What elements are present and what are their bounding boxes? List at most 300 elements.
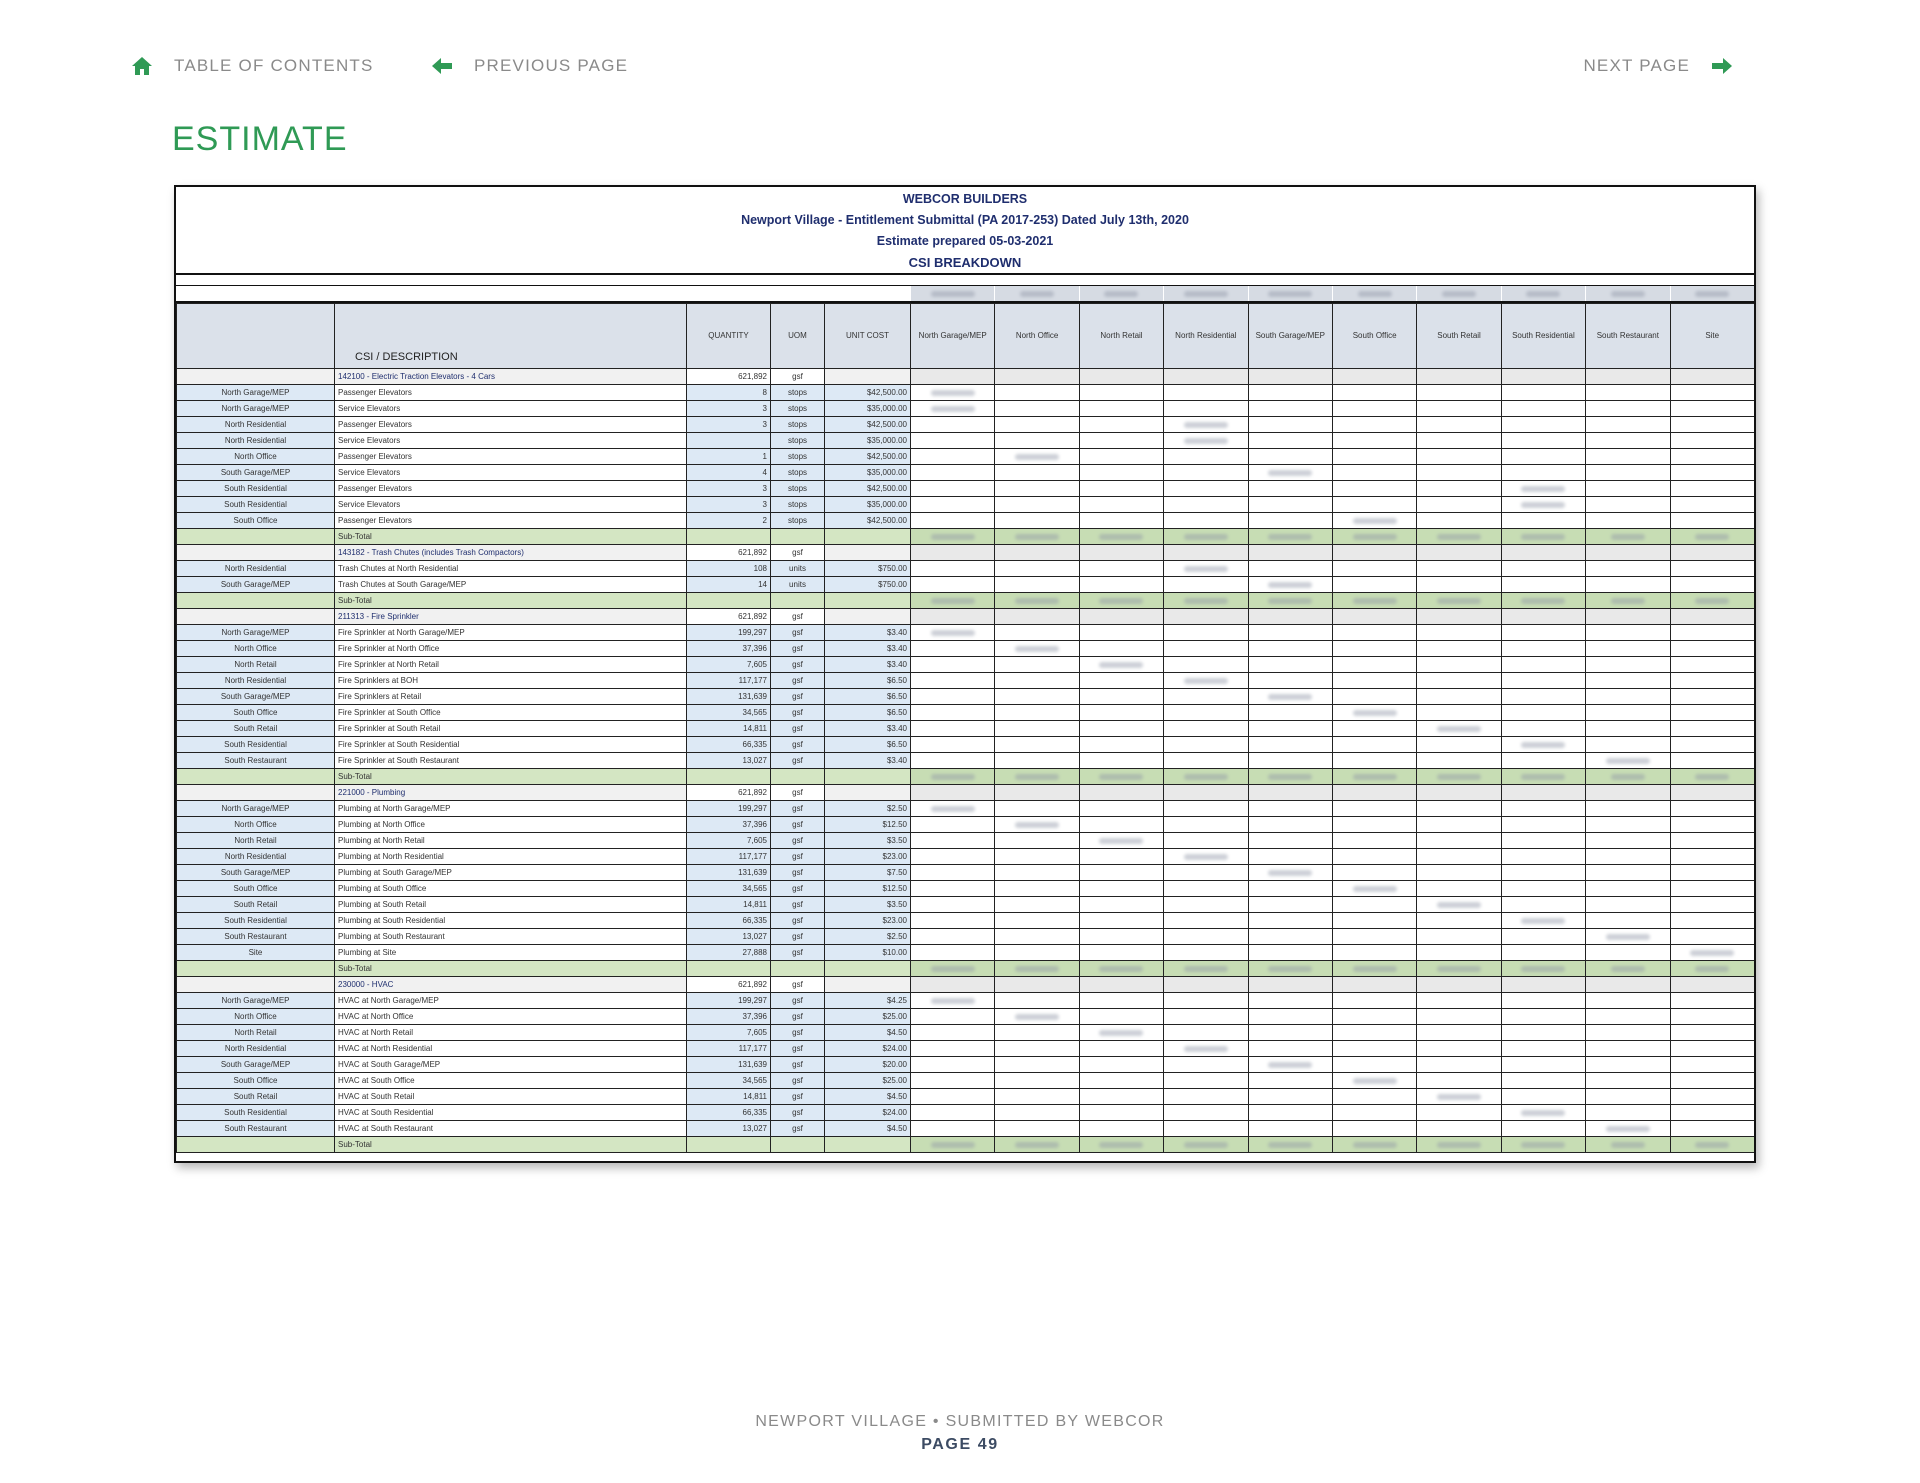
table-row [177, 385, 1755, 401]
unit-cost-cell: $6.50 [825, 673, 911, 689]
uom-cell: gsf [771, 721, 825, 737]
area-amount-cell [995, 993, 1079, 1009]
area-amount-cell [1501, 1105, 1585, 1121]
area-amount-cell [1670, 801, 1754, 817]
area-amount-cell [995, 817, 1079, 833]
area-amount-cell [1332, 609, 1416, 625]
area-amount-cell [1079, 849, 1163, 865]
unit-cost-cell: $4.50 [825, 1025, 911, 1041]
table-of-contents-label: TABLE OF CONTENTS [174, 56, 374, 75]
project-line: Newport Village - Entitlement Submittal (PA 2017-253) Dated July 13th, 2020 [741, 213, 1189, 227]
unit-cost-cell: $25.00 [825, 1073, 911, 1089]
area-amount-cell [911, 641, 995, 657]
uom-cell: gsf [771, 369, 825, 385]
redacted-amount [1015, 1014, 1059, 1020]
subtotal-row [177, 961, 1755, 977]
area-amount-cell [1670, 673, 1754, 689]
area-amount-cell [1164, 513, 1248, 529]
area-amount-cell [1248, 993, 1332, 1009]
description-cell: Plumbing at Site [335, 945, 687, 961]
description-cell: Sub-Total [335, 961, 687, 977]
area-amount-cell [1248, 561, 1332, 577]
area-amount-cell [1332, 881, 1416, 897]
area-amount-cell [1332, 529, 1416, 545]
area-amount-cell [995, 801, 1079, 817]
uom-cell: gsf [771, 833, 825, 849]
area-cell: South Office [177, 1073, 335, 1089]
area-amount-cell [911, 673, 995, 689]
uom-cell: stops [771, 497, 825, 513]
area-amount-cell [911, 1057, 995, 1073]
area-amount-cell [1332, 849, 1416, 865]
area-amount-cell [1164, 657, 1248, 673]
area-amount-cell [1670, 641, 1754, 657]
uom-cell: units [771, 561, 825, 577]
area-amount-cell [911, 1121, 995, 1137]
area-amount-cell [1586, 497, 1670, 513]
area-amount-cell [1670, 1041, 1754, 1057]
uom-cell: gsf [771, 785, 825, 801]
area-amount-cell [1164, 593, 1248, 609]
area-amount-cell [1501, 1137, 1585, 1153]
uom-cell: gsf [771, 705, 825, 721]
table-row [177, 1105, 1755, 1121]
area-amount-cell [1417, 689, 1501, 705]
area-cell [177, 593, 335, 609]
area-column-header [177, 304, 335, 369]
area-amount-cell [1501, 849, 1585, 865]
area-cell: South Garage/MEP [177, 689, 335, 705]
area-amount-cell [1417, 817, 1501, 833]
area-amount-cell [1586, 449, 1670, 465]
area-amount-cell [995, 369, 1079, 385]
area-amount-cell [1079, 513, 1163, 529]
table-row [177, 1121, 1755, 1137]
area-cell: South Restaurant [177, 929, 335, 945]
area-amount-cell [1670, 1105, 1754, 1121]
uom-cell: gsf [771, 689, 825, 705]
redacted-amount [1690, 950, 1734, 956]
area-amount-cell [1501, 737, 1585, 753]
area-amount-cell [1164, 529, 1248, 545]
section-row [177, 369, 1755, 385]
unit-cost-cell: $35,000.00 [825, 497, 911, 513]
area-amount-cell [1501, 657, 1585, 673]
quantity-cell [687, 1137, 771, 1153]
area-amount-cell [1079, 769, 1163, 785]
area-amount-cell [911, 1137, 995, 1153]
area-amount-cell [1670, 1009, 1754, 1025]
quantity-cell: 7,605 [687, 1025, 771, 1041]
uom-cell: gsf [771, 1089, 825, 1105]
area-amount-cell [1501, 801, 1585, 817]
area-amount-cell [1670, 577, 1754, 593]
area-amount-cell [1670, 481, 1754, 497]
redacted-amount [1015, 966, 1059, 972]
uom-cell: gsf [771, 1041, 825, 1057]
area-amount-cell [1248, 625, 1332, 641]
area-amount-cell [1501, 945, 1585, 961]
table-row [177, 641, 1755, 657]
area-amount-cell [1417, 977, 1501, 993]
quantity-cell: 14 [687, 577, 771, 593]
area-amount-cell [1332, 641, 1416, 657]
area-amount-cell [995, 1057, 1079, 1073]
area-total-cell [1670, 286, 1754, 301]
uom-cell: gsf [771, 977, 825, 993]
area-amount-cell [995, 465, 1079, 481]
area-amount-cell [1501, 881, 1585, 897]
area-amount-cell [911, 977, 995, 993]
area-header-south-retail: South Retail [1417, 304, 1501, 369]
redacted-amount [1015, 454, 1059, 460]
area-amount-cell [1332, 1105, 1416, 1121]
area-amount-cell [995, 913, 1079, 929]
description-cell: Sub-Total [335, 769, 687, 785]
area-amount-cell [1586, 401, 1670, 417]
description-cell: Plumbing at North Garage/MEP [335, 801, 687, 817]
area-amount-cell [1164, 561, 1248, 577]
area-amount-cell [1501, 897, 1585, 913]
area-amount-cell [1248, 689, 1332, 705]
redacted-amount [1521, 486, 1565, 492]
area-amount-cell [911, 817, 995, 833]
description-cell: 221000 - Plumbing [335, 785, 687, 801]
area-amount-cell [1079, 593, 1163, 609]
unit-cost-cell [825, 545, 911, 561]
area-header-site: Site [1670, 304, 1754, 369]
area-cell: South Retail [177, 897, 335, 913]
area-total-cell [910, 286, 994, 301]
area-amount-cell [1164, 545, 1248, 561]
area-amount-cell [995, 785, 1079, 801]
area-amount-cell [1248, 593, 1332, 609]
area-amount-cell [1586, 609, 1670, 625]
area-amount-cell [1164, 1041, 1248, 1057]
next-page-link[interactable] [1583, 56, 1732, 76]
unit-cost-cell [825, 1137, 911, 1153]
area-amount-cell [995, 945, 1079, 961]
description-cell: HVAC at North Residential [335, 1041, 687, 1057]
area-amount-cell [1079, 545, 1163, 561]
area-amount-cell [911, 705, 995, 721]
redacted-amount [931, 774, 975, 780]
table-row [177, 561, 1755, 577]
quantity-cell: 2 [687, 513, 771, 529]
area-amount-cell [995, 417, 1079, 433]
unit-cost-cell: $3.40 [825, 625, 911, 641]
redacted-amount [1437, 774, 1481, 780]
unit-cost-cell: $3.40 [825, 641, 911, 657]
area-amount-cell [1164, 945, 1248, 961]
description-cell: HVAC at South Retail [335, 1089, 687, 1105]
area-amount-cell [1248, 1041, 1332, 1057]
quantity-cell: 621,892 [687, 369, 771, 385]
area-amount-cell [1164, 497, 1248, 513]
area-amount-cell [1248, 513, 1332, 529]
area-amount-cell [1501, 785, 1585, 801]
description-cell: Service Elevators [335, 465, 687, 481]
area-amount-cell [1332, 721, 1416, 737]
table-row [177, 449, 1755, 465]
quantity-cell: 199,297 [687, 993, 771, 1009]
redacted-amount [1353, 966, 1397, 972]
area-amount-cell [1332, 593, 1416, 609]
redacted-amount [1015, 1142, 1059, 1148]
area-header-south-residential: South Residential [1501, 304, 1585, 369]
area-cell [177, 545, 335, 561]
redacted-amount [1521, 1142, 1565, 1148]
redacted-amount [1184, 566, 1228, 572]
area-amount-cell [1586, 689, 1670, 705]
redacted-amount [1353, 518, 1397, 524]
redacted-amount [1606, 934, 1650, 940]
redacted-amount [931, 1142, 975, 1148]
redacted-amount [1268, 870, 1312, 876]
area-amount-cell [911, 593, 995, 609]
redacted-amount [1184, 854, 1228, 860]
area-amount-cell [1586, 577, 1670, 593]
uom-cell [771, 529, 825, 545]
area-amount-cell [1417, 401, 1501, 417]
section-row [177, 545, 1755, 561]
area-amount-cell [1164, 849, 1248, 865]
area-amount-cell [1164, 641, 1248, 657]
area-amount-cell [995, 865, 1079, 881]
area-amount-cell [1332, 977, 1416, 993]
redacted-amount [1437, 1094, 1481, 1100]
redacted-amount [1611, 966, 1645, 972]
quantity-cell: 3 [687, 401, 771, 417]
area-amount-cell [1586, 833, 1670, 849]
quantity-cell: 14,811 [687, 897, 771, 913]
table-of-contents-link[interactable] [132, 56, 374, 76]
area-amount-cell [1079, 1041, 1163, 1057]
area-amount-cell [1670, 449, 1754, 465]
area-amount-cell [1164, 625, 1248, 641]
area-amount-cell [1670, 849, 1754, 865]
area-cell: North Residential [177, 849, 335, 865]
area-amount-cell [995, 625, 1079, 641]
area-amount-cell [1417, 1073, 1501, 1089]
area-amount-cell [911, 657, 995, 673]
area-amount-cell [1332, 769, 1416, 785]
area-amount-cell [1332, 929, 1416, 945]
description-cell: Fire Sprinklers at Retail [335, 689, 687, 705]
prepared-line: Estimate prepared 05-03-2021 [876, 234, 1054, 248]
table-row [177, 913, 1755, 929]
area-amount-cell [1079, 1025, 1163, 1041]
redacted-amount [1268, 1142, 1312, 1148]
area-cell: South Garage/MEP [177, 577, 335, 593]
area-amount-cell [1248, 785, 1332, 801]
area-amount-cell [1164, 465, 1248, 481]
area-amount-cell [1164, 785, 1248, 801]
area-amount-cell [1332, 369, 1416, 385]
unit-cost-cell: $750.00 [825, 561, 911, 577]
area-amount-cell [1332, 961, 1416, 977]
unit-cost-cell: $42,500.00 [825, 513, 911, 529]
area-amount-cell [1670, 929, 1754, 945]
area-amount-cell [1586, 1073, 1670, 1089]
area-amount-cell [1164, 401, 1248, 417]
table-row [177, 705, 1755, 721]
redacted-amount [1521, 1110, 1565, 1116]
area-amount-cell [1670, 1057, 1754, 1073]
area-amount-cell [1501, 1057, 1585, 1073]
area-header-north-office: North Office [995, 304, 1079, 369]
area-amount-cell [1586, 465, 1670, 481]
area-amount-cell [1248, 1009, 1332, 1025]
area-amount-cell [1079, 385, 1163, 401]
table-row [177, 1009, 1755, 1025]
redacted-amount [1015, 598, 1059, 604]
redacted-amount [1268, 774, 1312, 780]
area-amount-cell [1164, 993, 1248, 1009]
area-amount-cell [1417, 849, 1501, 865]
area-total-cell [1248, 286, 1332, 301]
area-cell [177, 977, 335, 993]
area-amount-cell [1501, 417, 1585, 433]
area-amount-cell [995, 881, 1079, 897]
area-amount-cell [1501, 641, 1585, 657]
area-amount-cell [1501, 529, 1585, 545]
area-amount-cell [1670, 769, 1754, 785]
area-amount-cell [1332, 1121, 1416, 1137]
quantity-cell: 621,892 [687, 609, 771, 625]
quantity-cell: 117,177 [687, 849, 771, 865]
area-total-cell [1163, 286, 1247, 301]
area-amount-cell [1586, 369, 1670, 385]
area-amount-cell [911, 577, 995, 593]
unit-cost-cell: $3.40 [825, 753, 911, 769]
table-row [177, 513, 1755, 529]
uom-cell: gsf [771, 929, 825, 945]
area-amount-cell [1670, 401, 1754, 417]
area-amount-cell [1586, 817, 1670, 833]
area-amount-cell [1164, 417, 1248, 433]
area-amount-cell [1501, 705, 1585, 721]
area-total-cell [1585, 286, 1669, 301]
quantity-cell [687, 769, 771, 785]
quantity-cell: 37,396 [687, 1009, 771, 1025]
uom-cell: stops [771, 401, 825, 417]
quantity-cell: 34,565 [687, 1073, 771, 1089]
redacted-amount [1437, 598, 1481, 604]
redacted-amount [1015, 774, 1059, 780]
area-amount-cell [995, 753, 1079, 769]
area-amount-cell [1501, 481, 1585, 497]
unit-cost-cell: $4.50 [825, 1121, 911, 1137]
area-amount-cell [1079, 657, 1163, 673]
area-amount-cell [1417, 961, 1501, 977]
area-amount-cell [1248, 769, 1332, 785]
description-cell: Plumbing at South Office [335, 881, 687, 897]
area-amount-cell [1417, 417, 1501, 433]
area-amount-cell [1501, 449, 1585, 465]
uom-cell: gsf [771, 609, 825, 625]
uom-cell: gsf [771, 625, 825, 641]
redacted-amount [1184, 534, 1228, 540]
area-amount-cell [1586, 801, 1670, 817]
arrow-right-icon [1712, 58, 1732, 74]
table-row [177, 481, 1755, 497]
area-amount-cell [1332, 513, 1416, 529]
area-amount-cell [1417, 577, 1501, 593]
area-amount-cell [1586, 641, 1670, 657]
area-amount-cell [1501, 865, 1585, 881]
table-row [177, 721, 1755, 737]
area-amount-cell [1586, 849, 1670, 865]
description-cell: Passenger Elevators [335, 385, 687, 401]
area-amount-cell [1501, 769, 1585, 785]
area-amount-cell [1586, 385, 1670, 401]
area-amount-cell [1248, 961, 1332, 977]
area-cell [177, 609, 335, 625]
uom-cell: gsf [771, 753, 825, 769]
area-amount-cell [1248, 497, 1332, 513]
redacted-amount [1268, 966, 1312, 972]
area-amount-cell [911, 1073, 995, 1089]
table-row [177, 833, 1755, 849]
footer-page-number: PAGE 49 [921, 1436, 999, 1453]
area-amount-cell [1164, 1137, 1248, 1153]
area-amount-cell [1079, 401, 1163, 417]
redacted-amount [931, 534, 975, 540]
area-cell: South Residential [177, 481, 335, 497]
area-amount-cell [1670, 433, 1754, 449]
description-cell: Service Elevators [335, 497, 687, 513]
uom-cell: gsf [771, 801, 825, 817]
quantity-cell: 621,892 [687, 977, 771, 993]
area-amount-cell [1248, 1105, 1332, 1121]
area-amount-cell [911, 865, 995, 881]
area-amount-cell [1501, 913, 1585, 929]
area-amount-cell [1417, 657, 1501, 673]
area-amount-cell [1670, 417, 1754, 433]
area-amount-cell [1248, 1121, 1332, 1137]
redacted-amount [1353, 1142, 1397, 1148]
area-amount-cell [1417, 609, 1501, 625]
area-amount-cell [1586, 929, 1670, 945]
area-amount-cell [1079, 577, 1163, 593]
area-amount-cell [1164, 577, 1248, 593]
area-amount-cell [1079, 913, 1163, 929]
area-amount-cell [1332, 433, 1416, 449]
uom-cell: gsf [771, 865, 825, 881]
quantity-cell: 34,565 [687, 881, 771, 897]
area-cell: South Restaurant [177, 753, 335, 769]
area-amount-cell [1417, 801, 1501, 817]
area-amount-cell [1670, 625, 1754, 641]
area-amount-cell [1079, 833, 1163, 849]
quantity-cell: 8 [687, 385, 771, 401]
area-amount-cell [1164, 865, 1248, 881]
area-cell: North Residential [177, 673, 335, 689]
area-total-cell [1501, 286, 1585, 301]
area-amount-cell [911, 497, 995, 513]
estimate-sheet [174, 185, 1756, 1163]
area-amount-cell [1248, 1057, 1332, 1073]
area-amount-cell [1501, 721, 1585, 737]
area-amount-cell [1501, 1041, 1585, 1057]
table-row [177, 897, 1755, 913]
table-row [177, 401, 1755, 417]
redacted-amount [1353, 1078, 1397, 1084]
description-cell: Plumbing at North Retail [335, 833, 687, 849]
previous-page-link[interactable] [432, 56, 628, 76]
area-cell: North Garage/MEP [177, 401, 335, 417]
